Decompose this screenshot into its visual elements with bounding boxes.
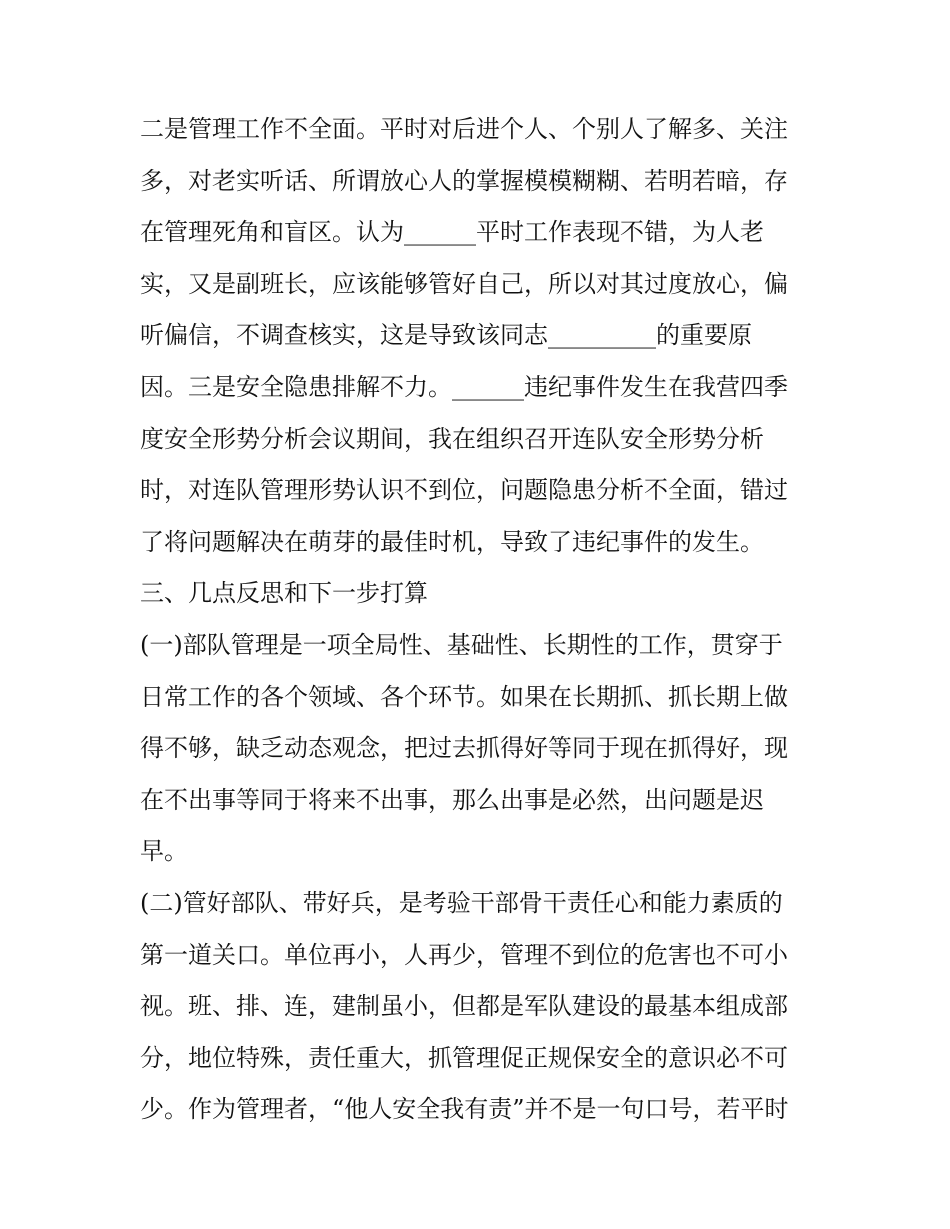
text-line: 了将问题解决在萌芽的最佳时机，导致了违纪事件的发生。 [140,527,764,556]
text-line: 日常工作的各个领域、各个环节。如果在长期抓、抓长期上做 [140,682,788,711]
text-line: 得不够，缺乏动态观念，把过去抓得好等同于现在抓得好，现 [140,734,788,763]
text-line: 度安全形势分析会议期间，我在组织召开连队安全形势分析 [140,424,764,453]
text-line: 实，又是副班长，应该能够管好自己，所以对其过度放心，偏 [140,269,788,298]
text-line: 少。作为管理者，“他人安全我有责”并不是一句口号，若平时 [140,1095,789,1124]
section-heading: 三、几点反思和下一步打算 [140,579,428,608]
text-line: 在不出事等同于将来不出事，那么出事是必然，出问题是迟 [140,785,764,814]
text-line: 分，地位特殊，责任重大，抓管理促正规保安全的意识必不可 [140,1043,788,1072]
text-line: 二是管理工作不全面。平时对后进个人、个别人了解多、关注 [140,115,788,143]
text-line: 因。三是安全隐患排解不力。______违纪事件发生在我营四季 [140,372,788,401]
text-line: 早。 [140,837,188,866]
text-line: 时，对连队管理形势认识不到位，问题隐患分析不全面，错过 [140,476,788,505]
text-line: (二)管好部队、带好兵，是考验干部骨干责任心和能力素质的 [140,888,783,917]
text-line: 听偏信，不调查核实，这是导致该同志_________的重要原 [140,321,752,350]
text-line: 第一道关口。单位再小，人再少，管理不到位的危害也不可小 [140,940,788,969]
text-line: (一)部队管理是一项全局性、基础性、长期性的工作，贯穿于 [140,630,783,659]
text-line: 在管理死角和盲区。认为______平时工作表现不错，为人老 [140,218,764,247]
document-body [140,104,820,1136]
text-line: 多，对老实听话、所谓放心人的掌握模模糊糊、若明若暗，存 [140,166,788,195]
text-line: 视。班、排、连，建制虽小，但都是军队建设的最基本组成部 [140,992,788,1021]
